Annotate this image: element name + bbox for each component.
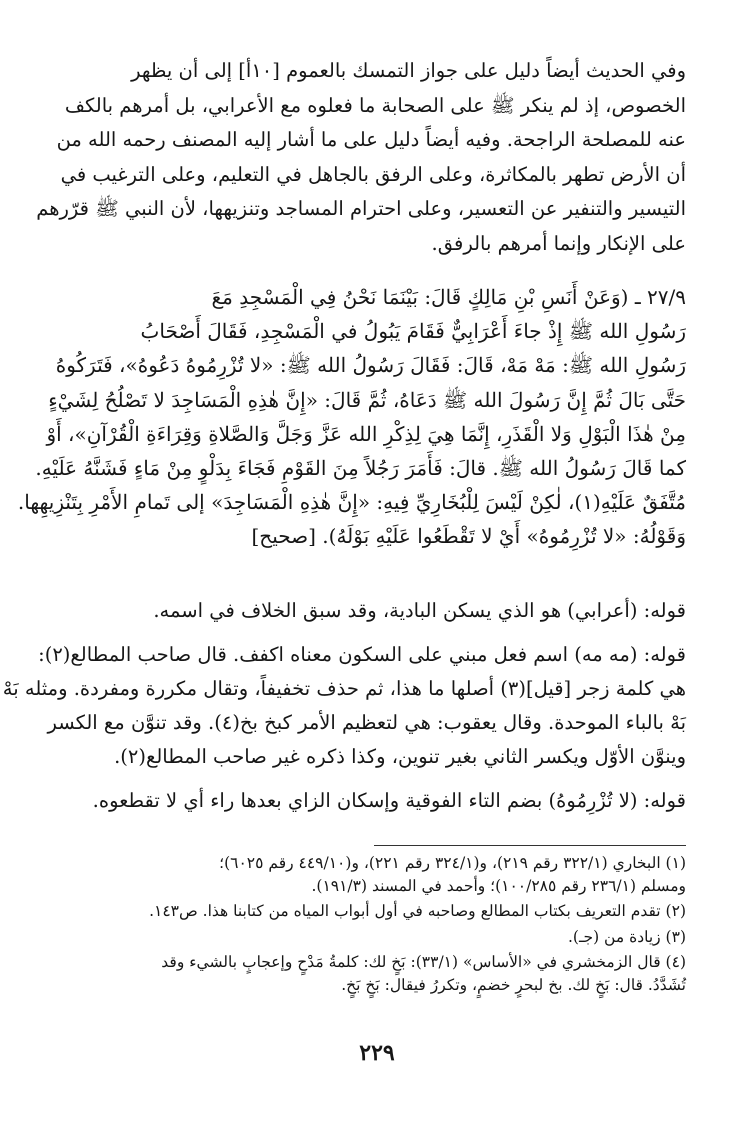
text-line: الخصوص، إذ لم ينكر ﷺ على الصحابة ما فعلوه مع الأعرابي، بل أمرهم بالكف: [64, 93, 686, 117]
text-line: التيسير والتنفير عن التعسير، وعلى احترام المساجد وتنزيهها، لأن النبي ﷺ قرّرهم: [36, 197, 686, 220]
page-number: ٢٢٩: [359, 1040, 395, 1066]
hadith-line: حَتَّى بَالَ ثُمَّ إِنَّ رَسُولَ الله ﷺ دَعَاهُ، ثُمَّ قَالَ: «إِنَّ هٰذِهِ الْمَسَاجِدَ لا تَصْلُحُ لِشَيْءٍ: [48, 387, 686, 412]
hadith-line: رَسُولِ الله ﷺ: مَهْ مَهْ، قَالَ: فَقَالَ رَسُولُ الله ﷺ: «لا تُزْرِمُوهُ دَعُوهُ»، فَتَرَكُوهُ: [55, 353, 686, 378]
note-line: قوله: (لا تُزْرِمُوهُ) بضم التاء الفوقية وإسكان الزاي بعدها راء أي لا تقطعوه.: [92, 789, 686, 812]
note-line: بَهْ بالباء الموحدة. وقال يعقوب: هي لتعظيم الأمر كبخ بخ(٤). وقد تنوَّن مع الكسر: [47, 711, 686, 734]
note-line: وينوَّن الأوّل ويكسر الثاني بغير تنوين، وكذا ذكره غير صاحب المطالع(٢).: [114, 745, 686, 768]
intro-commentary: [36, 54, 686, 261]
note-line: هي كلمة زجر [قيل](٣) أصلها ما هذا، ثم حذف تخفيفاً، وتقال مكررة ومفردة. ومثله بَهْ: [2, 677, 686, 700]
hadith-line: كما قَالَ رَسُولُ الله ﷺ. قالَ: فَأَمَرَ رَجُلاً مِنَ القَوْمِ فَجَاءَ بِدَلْوٍ مِنْ مَاءٍ فَشَنَّهُ عَلَيْهِ.: [35, 456, 686, 481]
hadith-text: [17, 280, 686, 554]
footnote-line: تُشَدَّدُ. قال: بَخٍ لك. بخ لبحرٍ خضمٍ، وتكررُ فيقال: بَخٍ بَخٍ.: [341, 975, 686, 994]
commentary-notes: [2, 594, 686, 818]
hadith-line: رَسُولِ الله ﷺ إِذْ جاءَ أَعْرَابِيٌّ فَقَامَ يَبُولُ في الْمَسْجِدِ، فَقَالَ أَصْحَابُ: [140, 319, 686, 344]
footnote-line: (٣) زيادة من (جـ).: [567, 927, 686, 946]
note-line: قوله: (أعرابي) هو الذي يسكن البادية، وقد سبق الخلاف في اسمه.: [153, 599, 686, 622]
hadith-line: مُتَّفَقٌ عَلَيْهِ(١)، لٰكِنْ لَيْسَ لِلْبُخَارِيِّ فِيهِ: «إِنَّ هٰذِهِ الْمَسَاجِدَ» إلى تَمامِ الأَمْرِ بِتَنْزِيهِها.: [17, 490, 686, 515]
text-line: وفي الحديث أيضاً دليل على جواز التمسك بالعموم [١٠أ] إلى أن يظهر: [131, 59, 686, 82]
text-line: عنه للمصلحة الراجحة. وفيه أيضاً دليل على ما أشار إليه المصنف رحمه الله من: [56, 128, 686, 151]
footnote-line: (١) البخاري (٣٢٢/١ رقم ٢١٩)، و(٣٢٤/١ رقم ٢٢١)، و(٤٤٩/١٠ رقم ٦٠٢٥)؛: [219, 854, 686, 872]
footnote-separator: [374, 845, 686, 846]
footnote-line: ومسلم (٢٣٦/١ رقم ١٠٠/٢٨٥)؛ وأحمد في المسند (١٩١/٣).: [311, 876, 686, 895]
footnotes: [72, 852, 686, 996]
note-line: قوله: (مه مه) اسم فعل مبني على السكون معناه اكفف. قال صاحب المطالع(٢):: [38, 643, 686, 666]
text-line: أن الأرض تطهر بالمكاثرة، وعلى الرفق بالجاهل في التعليم، وعلى الترغيب في: [60, 162, 686, 186]
text-line: على الإنكار وإنما أمرهم بالرفق.: [431, 231, 686, 255]
footnote-line: (٢) تقدم التعريف بكتاب المطالع وصاحبه في أول أبواب المياه من كتابنا هذا. ص١٤٣.: [149, 902, 686, 920]
hadith-line: وَقَوْلُهُ: «لا تُزْرِمُوهُ» أَيْ لا تَقْطَعُوا عَلَيْهِ بَوْلَهُ). [صحيح]: [251, 524, 686, 549]
hadith-line: ٢٧/٩ ـ (وَعَنْ أَنَسِ بْنِ مَالِكٍ قَالَ: بَيْنَمَا نَحْنُ فِي الْمَسْجِدِ مَعَ: [211, 285, 686, 309]
footnote-line: (٤) قال الزمخشري في «الأساس» (٣٣/١): بَخٍ لك: كلمةُ مَدْحٍ وإعجابٍ بالشيء وقد: [161, 953, 686, 971]
hadith-line: مِنْ هٰذَا الْبَوْلِ وَلا الْقَذَرِ، إِنَّمَا هِيَ لِذِكْرِ الله عَزَّ وَجَلَّ وَالصَّلاةِ وَقِرَاءَةِ الْقُرْآنِ»، أَوْ: [46, 421, 686, 446]
